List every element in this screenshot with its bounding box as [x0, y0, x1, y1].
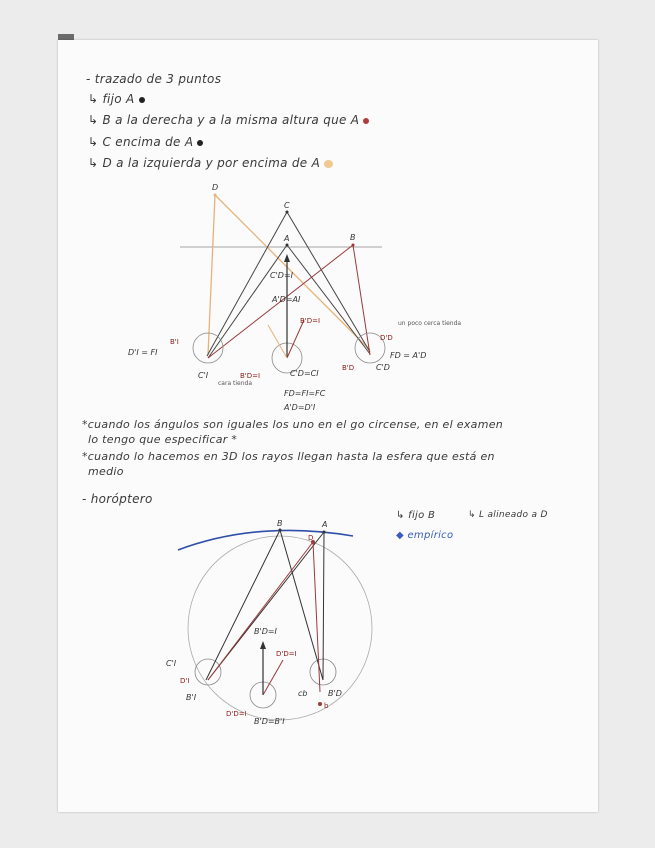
note-1-line-1: *cuando los ángulos son iguales los uno en el go circense, en el examen — [82, 418, 504, 431]
note-2-line-2: medio — [88, 465, 124, 478]
section-title-trazado: - trazado de 3 puntos — [86, 72, 222, 86]
label-b-d-b-i: B'D=B'I — [254, 717, 285, 726]
label-fd-eq: FD = A'D — [390, 351, 427, 360]
arrow-head-icon — [260, 641, 266, 649]
label-c-d-ci: C'D=CI — [290, 369, 319, 378]
label-b-i: B'I — [170, 338, 179, 346]
step-c-text: ↳ C encima de A — [88, 135, 194, 149]
label-un-poco: un poco cerca tienda — [398, 320, 462, 327]
label-d: D — [212, 183, 219, 192]
label-a: A — [284, 234, 290, 243]
label-b-prime-center: B'D=I — [300, 317, 321, 325]
label-a-2: A — [322, 520, 328, 529]
label-c-i: C'I — [198, 371, 209, 380]
point-a-2 — [323, 531, 326, 534]
ray-b-left-2 — [206, 530, 280, 680]
ray-d-left-2 — [208, 542, 313, 680]
label-d-d-i-2: D'D=I — [276, 650, 297, 658]
label-cara-tienda: cara tienda — [218, 380, 253, 387]
point-b-red-2 — [318, 702, 322, 706]
diagram-2-svg — [58, 40, 598, 812]
label-d-d-bottom: D'D=I — [226, 710, 247, 718]
step-b-text: ↳ B a la derecha y a la misma altura que A — [88, 113, 360, 127]
notebook-page — [58, 40, 598, 812]
label-cb: cb — [298, 689, 308, 698]
label-b-d-i-2: B'D=I — [254, 627, 277, 636]
vieth-muller-circle — [188, 536, 372, 720]
label-d-2: D — [308, 534, 314, 542]
center-red-arrow-2 — [263, 660, 283, 695]
label-b-d-right: B'D — [342, 364, 355, 372]
label-a-prime-center: A'D=AI — [272, 295, 301, 304]
point-b-2 — [279, 529, 282, 532]
note-1-line-2: lo tengo que especificar * — [88, 433, 238, 446]
side-note-fijo-b: ↳ fijo B — [396, 510, 436, 521]
label-c-prime-center: C'D=I — [270, 271, 294, 280]
label-c: C — [284, 201, 290, 210]
label-b-i-2: B'I — [186, 693, 197, 702]
ray-a-right-2 — [323, 532, 324, 680]
label-d-i-2: D'I — [180, 677, 190, 685]
section-title-horoptero: - horóptero — [82, 492, 153, 506]
label-b-d-right-2: B'D — [328, 689, 342, 698]
label-c-d-right: C'D — [376, 363, 390, 372]
side-note-empirico: ◆ empírico — [396, 530, 454, 541]
label-d-i-eq: D'I = FI — [128, 348, 158, 357]
label-ad: A'D=D'I — [284, 403, 316, 412]
step-d-text: ↳ D a la izquierda y por encima de A — [88, 156, 321, 170]
side-note-alineado: ↳ L alineado a D — [468, 510, 548, 520]
label-b: B — [350, 233, 356, 242]
label-d-d: D'D — [380, 334, 393, 342]
label-b-d-left: B'D=I — [240, 372, 261, 380]
ray-d-right-2 — [313, 542, 320, 692]
label-c-i-2: C'I — [166, 659, 177, 668]
empirical-horopter-arc — [178, 530, 353, 550]
label-fd: FD=FI=FC — [284, 389, 326, 398]
note-2-line-1: *cuando lo hacemos en 3D los rayos llegan hasta la esfera que está en — [82, 450, 495, 463]
step-fijo-a-text: ↳ fijo A — [88, 92, 135, 106]
label-b-small: b — [324, 702, 329, 710]
label-b-2: B — [277, 519, 283, 528]
